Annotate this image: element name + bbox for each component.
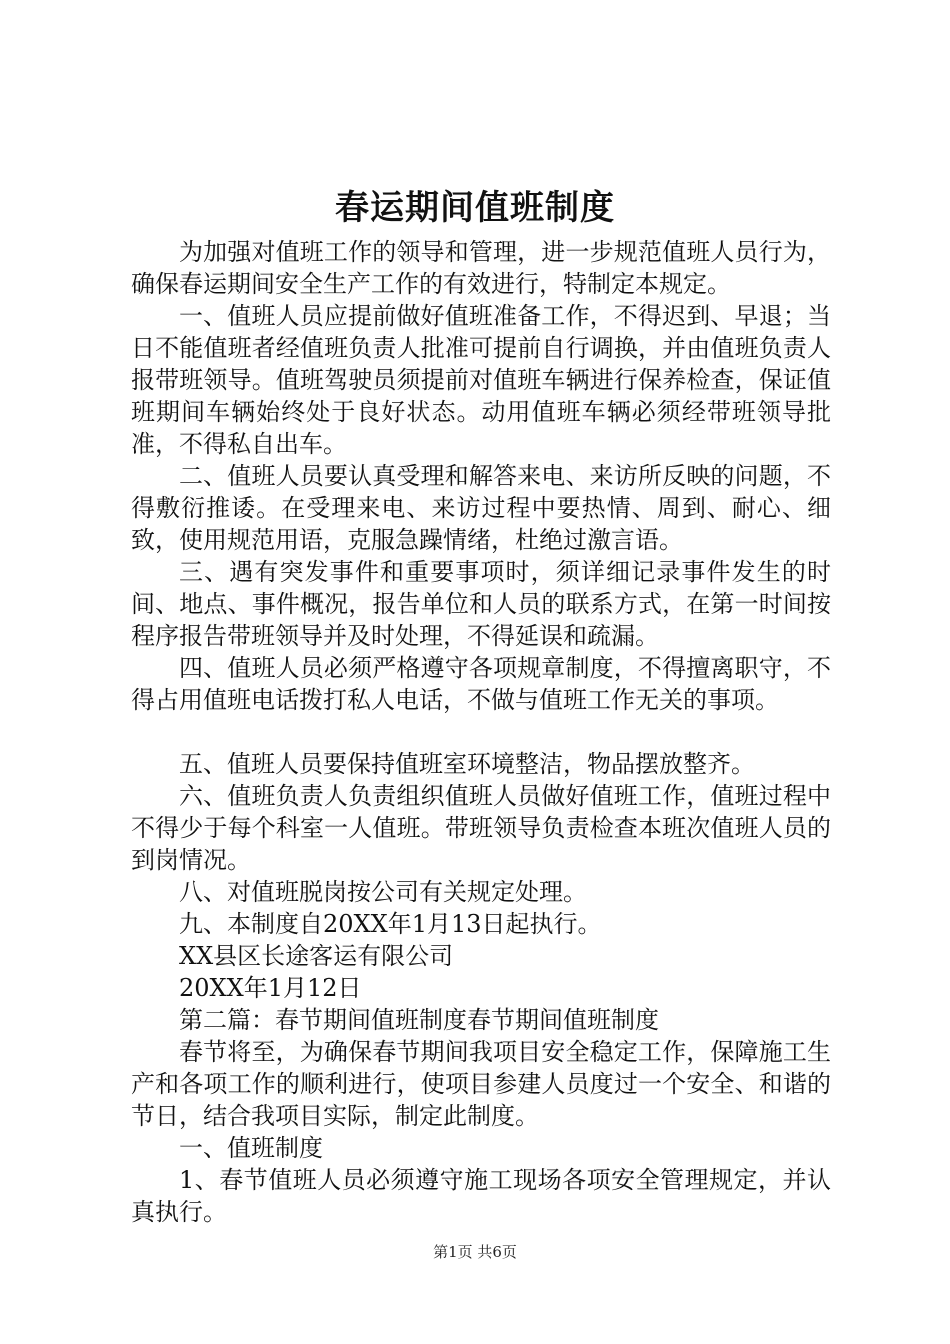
paragraph-rule-3: 三、遇有突发事件和重要事项时，须详细记录事件发生的时间、地点、事件概况，报告单位和人员的联系方式，在第一时间按程序报告带班领导并及时处理，不得延误和疏漏。 [131,558,831,650]
paragraph-rule-4: 四、值班人员必须严格遵守各项规章制度，不得擅离职守，不得占用值班电话拨打私人电话，不做与值班工作无关的事项。 [131,654,831,714]
document-title: 春运期间值班制度 [335,188,615,228]
paragraph-rule-6: 六、值班负责人负责组织值班人员做好值班工作，值班过程中不得少于每个科室一人值班。带班领导负责检查本班次值班人员的到岗情况。 [131,782,831,874]
paragraph-rule-5: 五、值班人员要保持值班室环境整洁，物品摆放整齐。 [179,750,755,778]
document-body [131,236,831,1228]
signature-company: XX县区长途客运有限公司 [179,942,454,970]
paragraph-duty-item-1: 1、春节值班人员必须遵守施工现场各项安全管理规定，并认真执行。 [131,1166,831,1226]
page-footer: 第1页 共6页 [433,1243,517,1261]
paragraph-rule-9: 九、本制度自20XX年1月13日起执行。 [179,910,602,938]
paragraph-part-two-intro: 春节将至，为确保春节期间我项目安全稳定工作，保障施工生产和各项工作的顺利进行，使项目参建人员度过一个安全、和谐的节日，结合我项目实际，制定此制度。 [131,1038,831,1130]
paragraph-rule-2: 二、值班人员要认真受理和解答来电、来访所反映的问题，不得敷衍推诿。在受理来电、来访过程中要热情、周到、耐心、细致，使用规范用语，克服急躁情绪，杜绝过激言语。 [131,462,831,554]
paragraph-rule-1: 一、值班人员应提前做好值班准备工作，不得迟到、早退；当日不能值班者经值班负责人批准可提前自行调换，并由值班负责人报带班领导。值班驾驶员须提前对值班车辆进行保养检查，保证值班期间车辆始终处于良好状态。动用值班车辆必须经带班领导批准，不得私自出车。 [131,302,831,458]
signature-date: 20XX年1月12日 [179,974,362,1002]
subheading-duty-system: 一、值班制度 [179,1134,323,1162]
section-heading-part-two: 第二篇：春节期间值班制度春节期间值班制度 [179,1006,659,1034]
paragraph-rule-8: 八、对值班脱岗按公司有关规定处理。 [179,878,587,906]
paragraph-intro: 为加强对值班工作的领导和管理，进一步规范值班人员行为，确保春运期间安全生产工作的有效进行，特制定本规定。 [131,238,831,298]
